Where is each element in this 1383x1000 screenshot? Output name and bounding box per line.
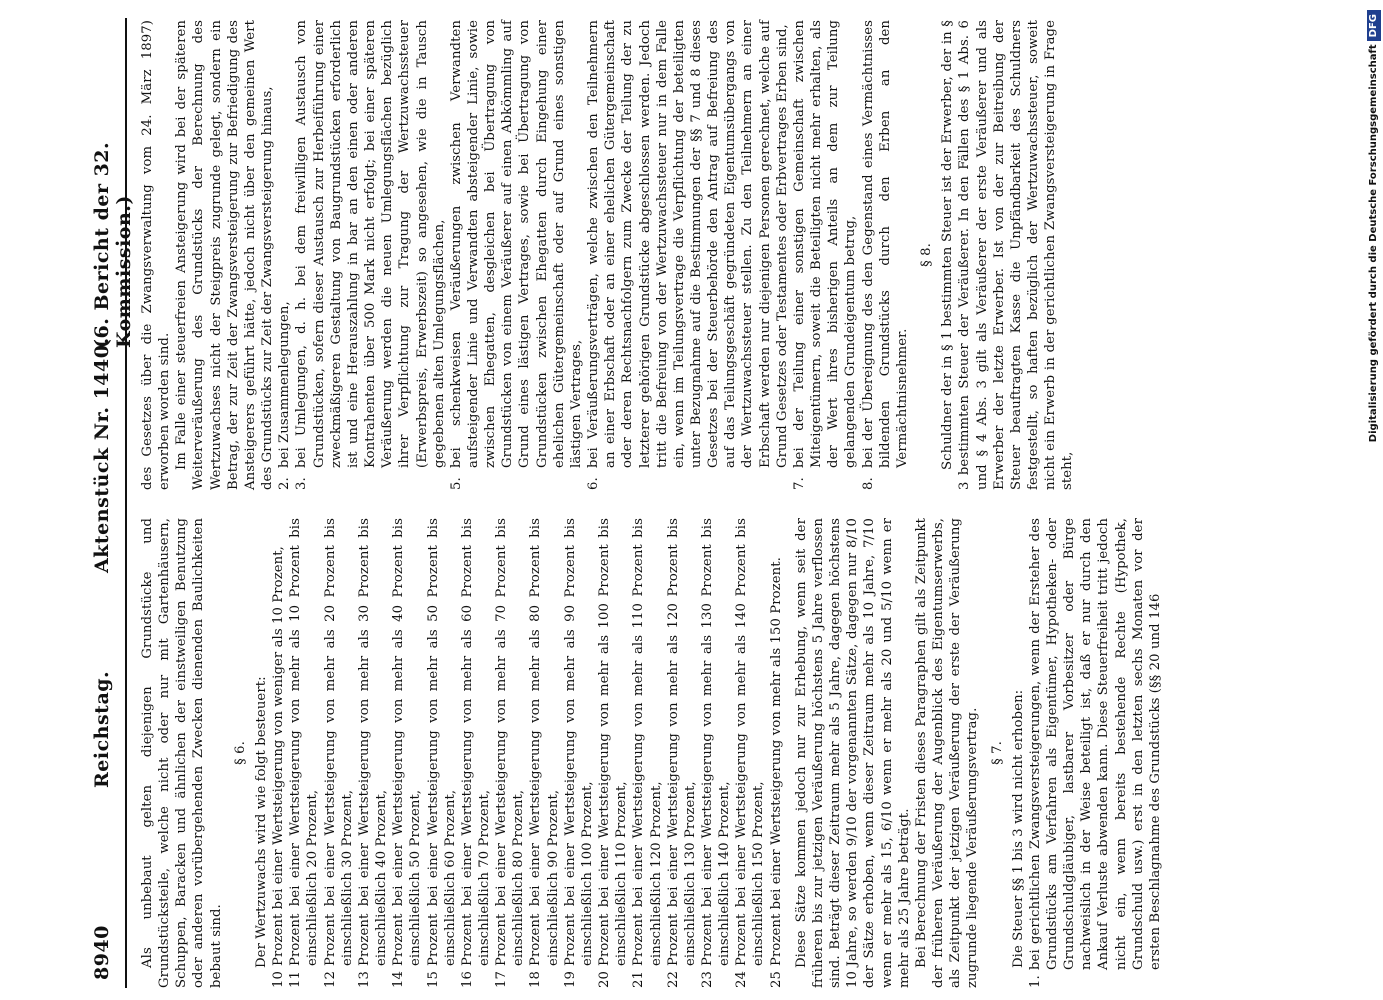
rate-number: 23 bbox=[700, 971, 715, 988]
rate-row bbox=[270, 518, 287, 988]
rate-row bbox=[459, 518, 493, 988]
paragraph-saetze: Diese Sätze kommen jedoch nur zur Erhebung, wenn seit der früheren bis zur jetzigen Veräußerung höchstens 5 Jahre verflossen sind. Beträgt dieser Zeitraum mehr als 5 Jahre, dagegen höchstens 10 Jahre, so werden 9/10 der vorgenannten Sätze, dagegen nur 8/10 der Sätze erhoben, wenn dieser Zeitraum mehr als 10 Jahre, 7/10 wenn er mehr als 15, 6/10 wenn er mehr als 20 und 5/10 wenn er mehr als 25 Jahre beträgt. bbox=[793, 518, 912, 988]
rate-text: Prozent bei einer Wertsteigerung von weniger als 10 Prozent, bbox=[271, 546, 287, 966]
rate-row bbox=[733, 518, 767, 988]
left-column bbox=[139, 518, 1164, 988]
rate-number: 16 bbox=[459, 971, 475, 988]
list-item bbox=[293, 20, 447, 490]
rate-row bbox=[425, 518, 459, 988]
rate-text: Prozent bei einer Wertsteigerung von mehr als 30 Prozent bis einschließlich 40 Prozent, bbox=[356, 518, 390, 966]
item-number: 5. bbox=[448, 477, 464, 490]
list-item bbox=[1027, 518, 1164, 988]
rate-number: 20 bbox=[597, 971, 613, 988]
section-6-title: § 6. bbox=[232, 741, 248, 765]
paragraph-schuldner: Schuldner der in § 1 bestimmten Steuer ist der Erwerber, der in § 3 bestimmten Steuer der Veräußerer. In den Fällen des § 1 Abs. 6 und § 4 Abs. 3 gilt als Veräußerer der erste Veräußerer und als Erwerber der letzte Erwerber. Ist von der zur Beitreibung der Steuer beauftragten Kasse die Unpfändbarkeit des Schuldners festgestellt, so haften bezüglich der Wertzuwachssteuer, soweit nicht ein Erwerb in der gerichtlichen Zwangsversteigerung in Frage steht, bbox=[940, 20, 1076, 490]
credit-text: Digitalisierung gefördert durch die Deutsche Forschungsgemeinschaft bbox=[1368, 44, 1379, 443]
item-text: bei der Teilung einer sonstigen Gemeinschaft zwischen Miteigentümern, soweit die Beteiligten nicht mehr erhalten, als der Wert ihres bisherigen Anteils an dem zur Teilung gelangenden Grundeigentum betrug, bbox=[791, 20, 859, 468]
rate-row bbox=[527, 518, 561, 988]
page-number: 8940 bbox=[91, 925, 113, 980]
item-text: bei gerichtlichen Zwangsversteigerungen, wenn der Ersteher des Grundstücks am Verfahren als Eigentümer, Hypotheken- oder Grundschuldgläubiger, lastbarer Vorbesitzer oder Bürge nachweislich in der Weise beteiligt ist, daß er nur durch den Ankauf Verluste abwenden kann. Diese Steuerfreiheit tritt jedoch nicht ein, wenn bereits bestehende Rechte (Hypothek, Grundschuld usw.) erst in den letzten sechs Monaten vor der ersten Beschlagnahme des Grundstücks (§§ 20 und 146 bbox=[1027, 518, 1163, 970]
list-item bbox=[791, 20, 860, 490]
rate-text: Prozent bei einer Wertsteigerung von mehr als 60 Prozent bis einschließlich 70 Prozent, bbox=[459, 518, 492, 966]
rate-row bbox=[699, 518, 733, 988]
item-text: bei Umlegungen, d. h. bei dem freiwilligen Austausch von Grundstücken, sofern dieser Austausch zur Herbeiführung einer zweckmäßigeren Gestaltung von Baugrundstücken erforderlich ist und eine Herauszahlung in bar an den einen oder anderen Kontrahenten über 500 Mark nicht erfolgt; bei einer späteren Veräußerung werden die neuen Umlegungsflächen bezüglich ihrer Verpflichtung zur Tragung der Wertzuwachssteuer (Erwerbspreis, Erwerbszeit) so angesehen, wie die in Tausch gegebenen alten Umlegungsflächen, bbox=[294, 20, 447, 468]
header-bericht: (6. Bericht der 32. Kommission.) bbox=[91, 141, 135, 348]
rate-text: Prozent bei einer Wertsteigerung von mehr als 10 Prozent bis einschließlich 20 Prozent, bbox=[288, 518, 321, 966]
rate-row bbox=[390, 518, 424, 988]
dfg-logo: DFG bbox=[1367, 10, 1381, 41]
section-7-lead: Die Steuer §§ 1 bis 3 wird nicht erhoben: bbox=[1010, 689, 1026, 968]
rate-number: 19 bbox=[562, 971, 578, 988]
rate-text: Prozent bei einer Wertsteigerung von mehr als 40 Prozent bis einschließlich 50 Prozent, bbox=[391, 518, 424, 966]
rate-row bbox=[287, 518, 321, 988]
item-number: 1. bbox=[1027, 975, 1043, 988]
list-item bbox=[448, 20, 585, 490]
rate-text: Prozent bei einer Wertsteigerung von mehr als 70 Prozent bis einschließlich 80 Prozent, bbox=[494, 518, 527, 966]
rate-text: Prozent bei einer Wertsteigerung von mehr als 130 Prozent bis einschließlich 140 Prozent, bbox=[700, 518, 733, 966]
item-number: 2. bbox=[277, 477, 293, 490]
rate-row bbox=[630, 518, 664, 988]
tax-rate-list bbox=[270, 518, 785, 988]
paragraph-unbebaut: Als unbebaut gelten diejenigen Grundstücke und Grundstücksteile, welche nicht oder nur mit Gartenhäusern, Schuppen, Baracken und ähnlichen der einstweiligen Benutzung oder anderen vorübergehenden Zwecken dienenden Baulichkeiten bebaut sind. bbox=[140, 518, 224, 988]
rate-text: Prozent bei einer Wertsteigerung von mehr als 80 Prozent bis einschließlich 90 Prozent, bbox=[528, 518, 561, 966]
digitization-credit bbox=[1366, 10, 1382, 990]
scanned-page bbox=[55, 0, 1360, 1000]
rate-number: 25 bbox=[768, 971, 784, 988]
header-reichstag: Reichstag. bbox=[91, 670, 113, 788]
item-text: bei der Übereignung des den Gegenstand eines Vermächtnisses bildenden Grundstücks durch den Erben an den Vermächtnisnehmer. bbox=[860, 20, 910, 468]
rate-text: Prozent bei einer Wertsteigerung von mehr als 110 Prozent bis einschließlich 120 Prozent, bbox=[631, 518, 664, 966]
rate-number: 21 bbox=[631, 971, 647, 988]
header-aktenstueck: Aktenstück Nr. 1440. bbox=[91, 337, 113, 573]
paragraph-berechnung: Bei Berechnung der Fristen dieses Paragraphen gilt als Zeitpunkt der früheren Veräußerung der Augenblick des Eigentumserwerbs, als Zeitpunkt der jetzigen Veräußerung der erste der Veräußerung zugrunde liegende Veräußerungsvertrag. bbox=[913, 518, 981, 988]
rate-number: 17 bbox=[494, 971, 510, 988]
paragraph-ansteigerung: Im Falle einer steuerfreien Ansteigerung wird bei der späteren Weiterveräußerung des Grundstücks der Berechnung des Wertzuwachses nicht der Steigpreis zugrunde gelegt, sondern ein Betrag, der zur Zeit der Zwangsversteigerung zur Befriedigung des Ansteigerers geführt hätte, jedoch nicht über den gemeinen Wert des Grundstücks zur Zeit der Zwangsversteigerung hinaus, bbox=[174, 20, 276, 490]
item-number: 8. bbox=[860, 477, 876, 490]
paragraph-continuation: des Gesetzes über die Zwangsverwaltung vom 24. März 1897) erworben worden sind. bbox=[140, 20, 173, 490]
rate-row bbox=[493, 518, 527, 988]
rotated-page-content bbox=[55, 0, 1360, 1000]
rate-row bbox=[322, 518, 356, 988]
rate-row bbox=[596, 518, 630, 988]
list-item bbox=[585, 20, 791, 490]
rate-text: Prozent bei einer Wertsteigerung von mehr als 20 Prozent bis einschließlich 30 Prozent, bbox=[322, 518, 355, 966]
item-text: bei Veräußerungsverträgen, welche zwischen den Teilnehmern an einer Erbschaft oder an einer ehelichen Gütergemeinschaft oder deren Rechtsnachfolgern zum Zwecke der Teilung der zu letzterer gehörigen Grundstücke abgeschlossen werden. Jedoch tritt die Befreiung von der Wertzuwachssteuer nur in dem Falle ein, wenn im Teilungsvertrage die Verpflichtung der beteiligten unter Bezugnahme auf die Bestimmungen der §§ 7 und 8 dieses Gesetzes bei der Steuerbehörde den Antrag auf Befreiung des auf das Teilungsgeschäft gegründeten Eigentumsübergangs von der Wertzuwachssteuer stellen. Zu den Teilnehmern an einer Erbschaft werden nur diejenigen Personen gerechnet, welche auf Grund Gesetzes oder Testamentes oder Erbvertrages Erben sind, bbox=[586, 20, 790, 468]
rate-number: 24 bbox=[734, 971, 750, 988]
rate-number: 14 bbox=[391, 971, 407, 988]
rate-number: 18 bbox=[528, 971, 544, 988]
right-column bbox=[139, 20, 1076, 490]
rate-row bbox=[562, 518, 596, 988]
section-7-title: § 7. bbox=[989, 741, 1005, 765]
rate-row bbox=[665, 518, 699, 988]
exemption-list bbox=[276, 20, 911, 490]
rate-number: 15 bbox=[425, 971, 441, 988]
list-item bbox=[860, 20, 911, 490]
rate-text: Prozent bei einer Wertsteigerung von mehr als 140 Prozent bis einschließlich 150 Prozent, bbox=[734, 518, 767, 966]
item-number: 3. bbox=[294, 477, 310, 490]
rate-number: 12 bbox=[322, 971, 338, 988]
rate-number: 11 bbox=[288, 971, 304, 988]
rate-row bbox=[356, 518, 390, 988]
rate-text: Prozent bei einer Wertsteigerung von mehr als 90 Prozent bis einschließlich 100 Prozent, bbox=[562, 518, 595, 966]
section-8-title: § 8. bbox=[919, 243, 935, 267]
item-text: bei Zusammenlegungen, bbox=[277, 301, 293, 468]
section-6-lead: Der Wertzuwachs wird wie folgt besteuert: bbox=[253, 676, 269, 968]
rate-text: Prozent bei einer Wertsteigerung von mehr als 50 Prozent bis einschließlich 60 Prozent, bbox=[425, 518, 458, 966]
rate-number: 22 bbox=[665, 971, 681, 988]
list-item bbox=[276, 20, 293, 490]
rate-number: 13 bbox=[356, 971, 372, 988]
item-text: bei schenkweisen Veräußerungen zwischen Verwandten aufsteigender Linie und Verwandten absteigender Linie, sowie zwischen Ehegatten, desgleichen bei Übertragung von Grundstücken von einem Veräußerer auf einen Abkömmling auf Grund eines lästigen Vertrages, sowie bei Übertragung von Grundstücken zwischen Ehegatten durch Eingehung einer ehelichen Gütergemeinschaft oder auf Grund eines sonstigen lästigen Vertrages, bbox=[448, 20, 584, 468]
rate-number: 10 bbox=[271, 971, 287, 988]
rate-text: Prozent bei einer Wertsteigerung von mehr als 100 Prozent bis einschließlich 110 Prozent, bbox=[597, 518, 630, 966]
item-number: 7. bbox=[791, 477, 807, 490]
rate-text: Prozent bei einer Wertsteigerung von mehr als 150 Prozent. bbox=[768, 557, 784, 966]
item-number: 6. bbox=[586, 477, 602, 490]
running-header bbox=[85, 18, 135, 988]
rate-text: Prozent bei einer Wertsteigerung von mehr als 120 Prozent bis einschließlich 130 Prozent, bbox=[665, 518, 698, 966]
rate-row bbox=[768, 518, 785, 988]
